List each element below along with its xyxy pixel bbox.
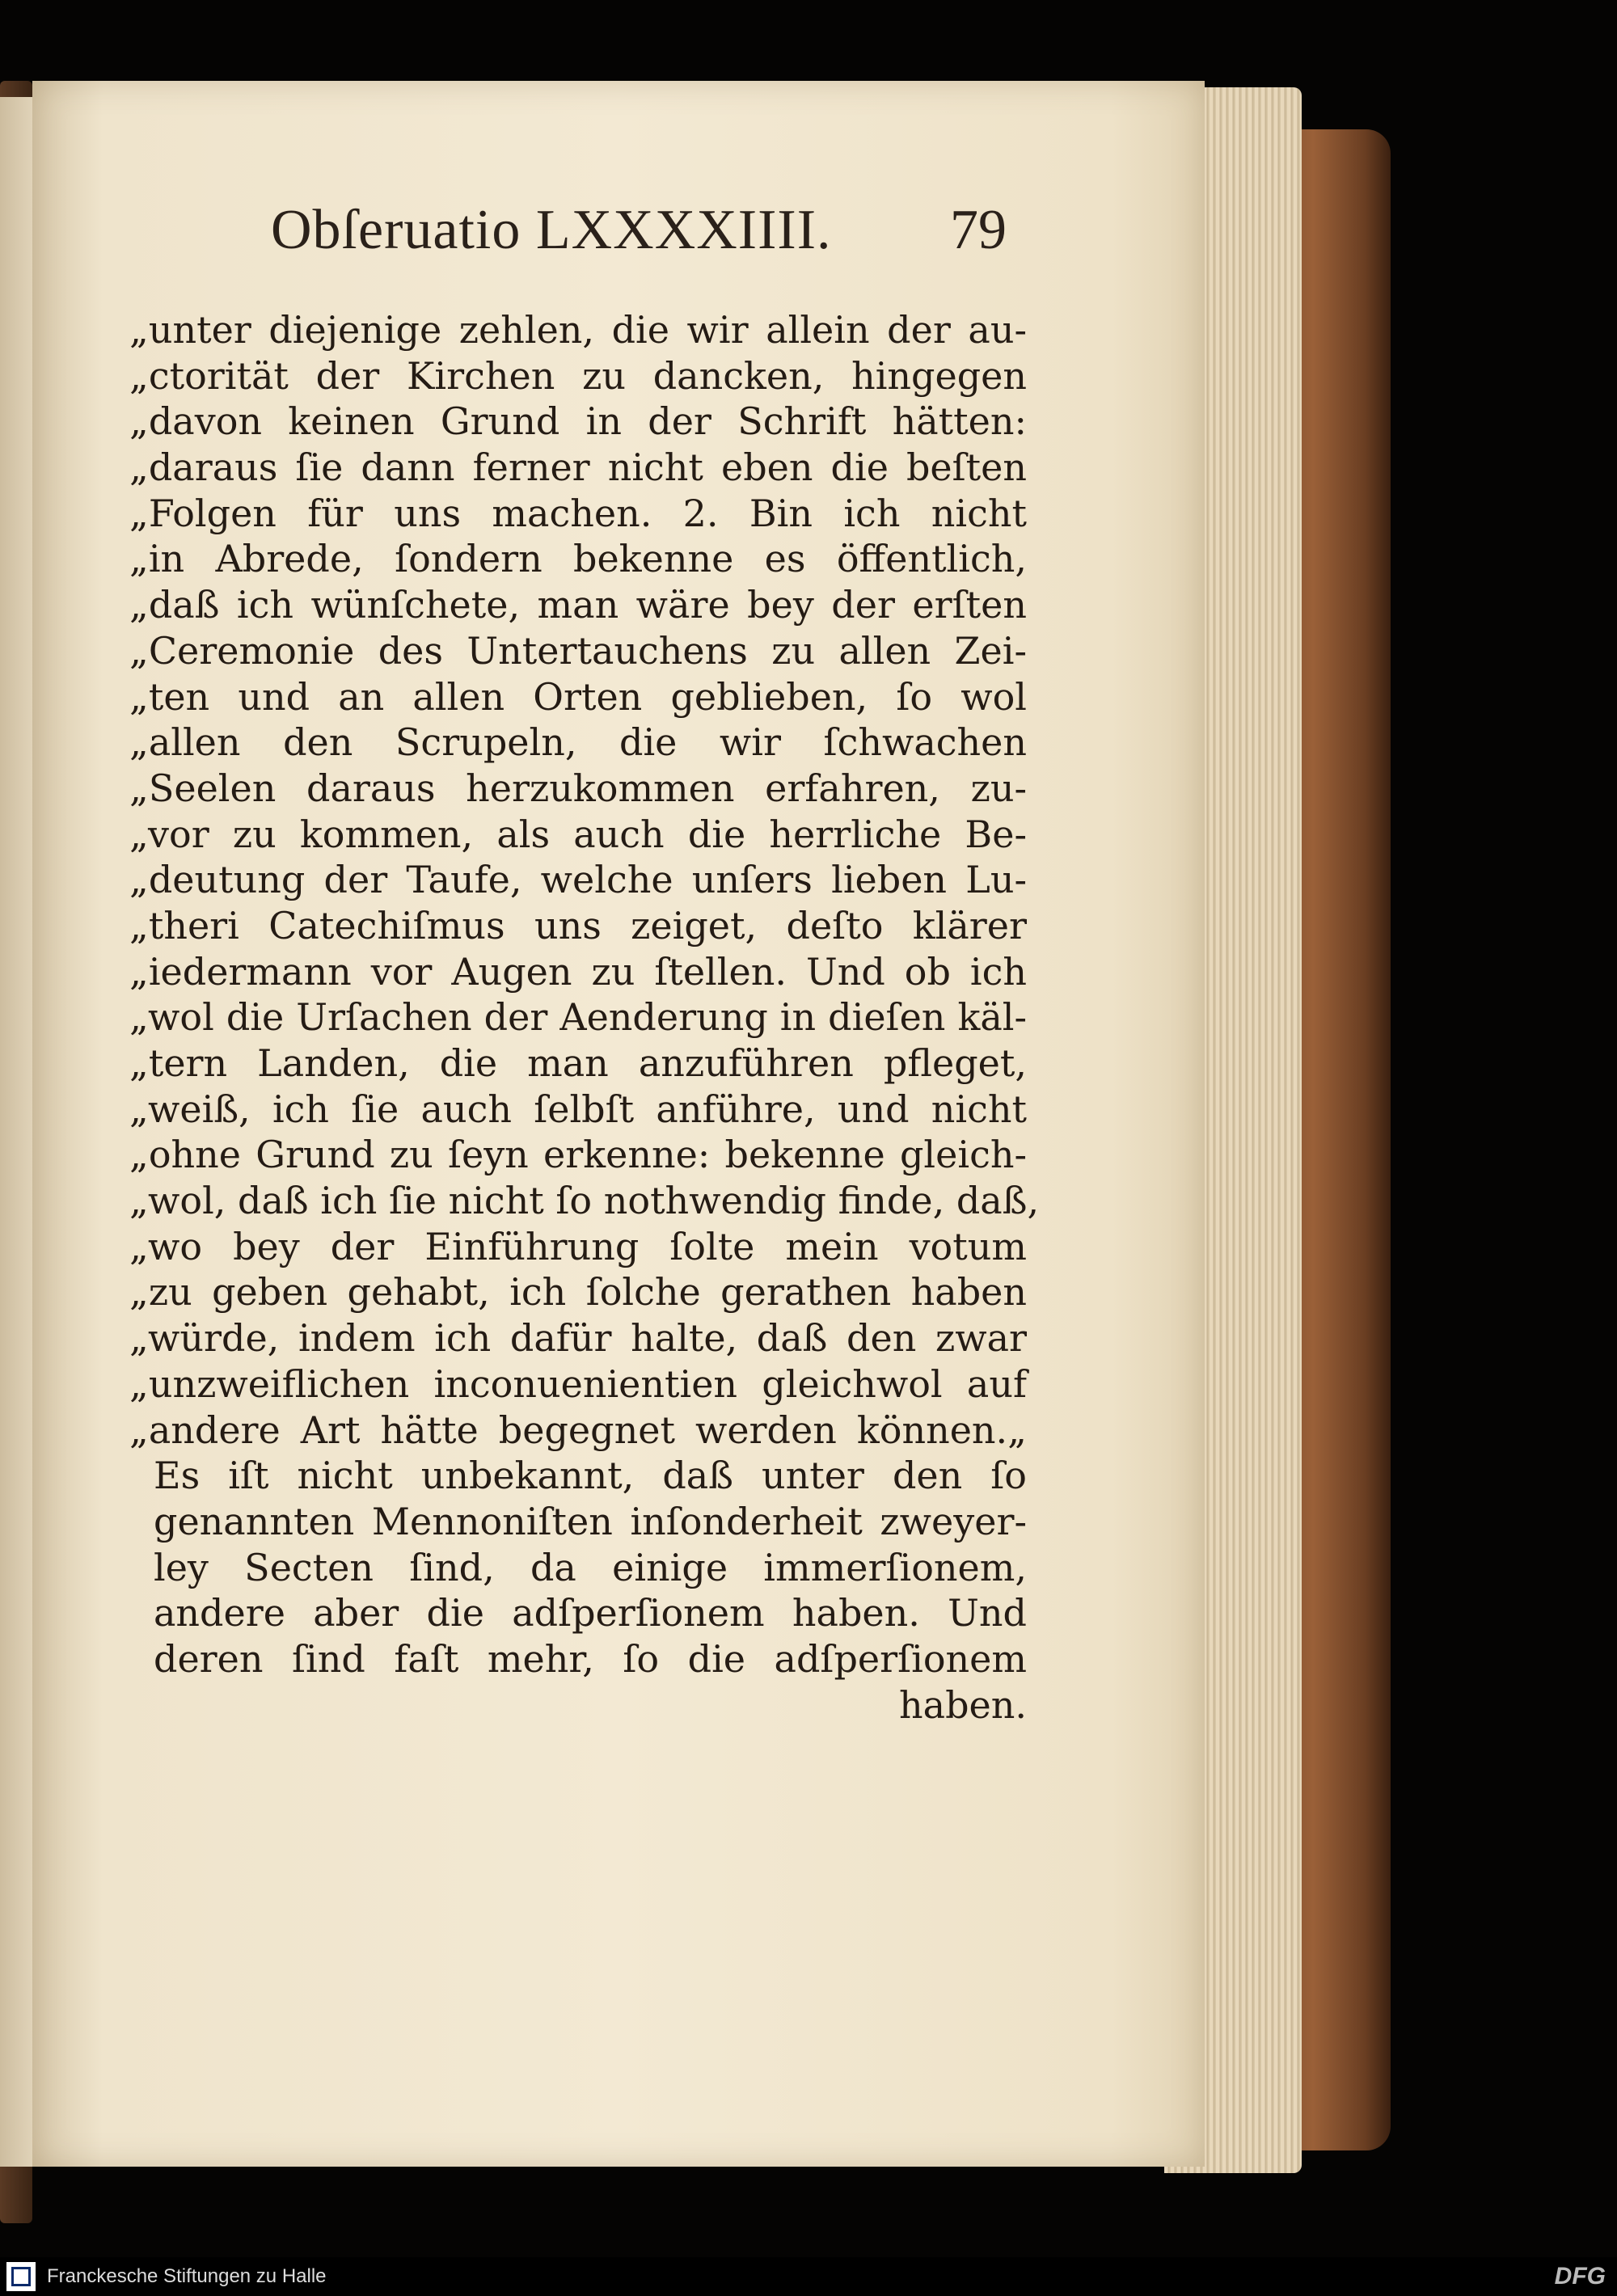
text-line: „unzweiflichen inconuenientien gleichwol auf [129, 1361, 1027, 1406]
text-line: „theri Catechiſmus uns zeiget, deſto klärer [129, 903, 1027, 948]
text-line: „daß ich wünſchete, man wäre bey der erſten [129, 583, 1027, 627]
text-line: „daraus ſie dann ferner nicht eben die beſten [129, 445, 1027, 490]
page-number: 79 [950, 199, 1007, 261]
text-line: „Seelen daraus herzukommen erfahren, zu- [129, 766, 1027, 810]
catchword: haben. [899, 1682, 1027, 1727]
text-line: Es iſt nicht unbekannt, daß unter den ſo [154, 1454, 1027, 1498]
page-header [271, 198, 1007, 271]
text-line: „iedermann vor Augen zu ſtellen. Und ob ich [129, 949, 1027, 994]
text-line: ley Secten ſind, da einige immerſionem, [154, 1545, 1027, 1589]
text-line: „davon keinen Grund in der Schrift hätten: [129, 399, 1027, 444]
text-line: „allen den Scrupeln, die wir ſchwachen [129, 720, 1027, 765]
text-line: „andere Art hätte begegnet werden können.„ [129, 1408, 1027, 1452]
text-line: „ctorität der Kirchen zu dancken, hingegen [129, 353, 1027, 398]
text-line: „ten und an allen Orten geblieben, ſo wol [129, 674, 1027, 719]
dfg-logo: DFG [1554, 2263, 1606, 2290]
institution-logo-icon [6, 2262, 36, 2291]
text-line: „in Abrede, ſondern bekenne es öffentlich, [129, 537, 1027, 581]
text-line: „unter diejenige zehlen, die wir allein der au- [129, 308, 1027, 352]
text-line: „tern Landen, die man anzuführen pfleget, [129, 1041, 1027, 1085]
footer-credit: Franckesche Stiftungen zu Halle [47, 2265, 327, 2287]
text-line: „weiß, ich ſie auch ſelbſt anführe, und nicht [129, 1087, 1027, 1131]
body-text [129, 307, 1040, 1728]
text-line: „wol die Urſachen der Aenderung in dieſen käl- [129, 995, 1027, 1040]
text-line: „würde, indem ich dafür halte, daß den zwar [129, 1316, 1027, 1361]
text-line: andere aber die adſperſionem haben. Und [154, 1591, 1027, 1635]
left-page-edge [0, 97, 36, 2167]
text-line: „zu geben gehabt, ich ſolche gerathen haben [129, 1270, 1027, 1315]
text-line: „wol, daß ich ſie nicht ſo nothwendig finde, daß, [129, 1179, 1040, 1223]
viewer-footer [0, 2257, 1617, 2296]
text-line: „vor zu kommen, als auch die herrliche Be- [129, 812, 1027, 856]
text-line: „Ceremonie des Untertauchens zu allen Zei- [129, 628, 1027, 673]
running-title: Obſeruatio LXXXXIIII. [271, 199, 832, 261]
text-line: „wo bey der Einführung ſolte mein votum [129, 1224, 1027, 1268]
text-line: „Folgen für uns machen. 2. Bin ich nicht [129, 491, 1027, 535]
text-line: „deutung der Taufe, welche unſers lieben Lu- [129, 858, 1027, 902]
text-line: genannten Mennoniſten inſonderheit zweyer- [154, 1499, 1027, 1543]
text-line: deren ſind faſt mehr, ſo die adſperſionem [154, 1636, 1027, 1681]
text-line: „ohne Grund zu ſeyn erkenne: bekenne gleich- [129, 1133, 1027, 1177]
